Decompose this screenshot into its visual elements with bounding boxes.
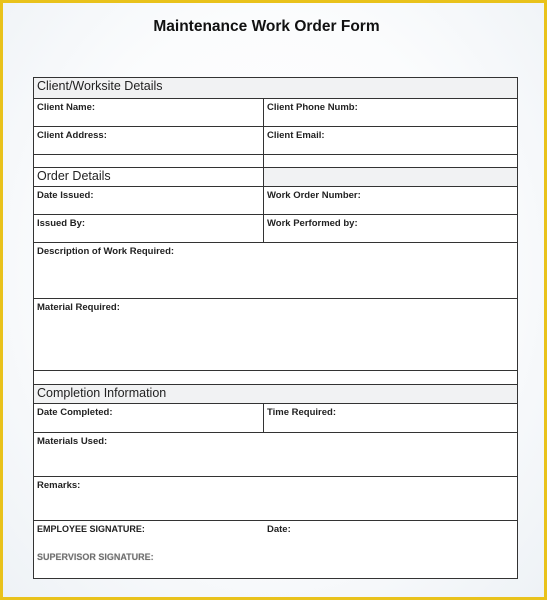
date-issued-label: Date Issued: xyxy=(37,190,94,201)
spacer-left-cell xyxy=(34,155,264,167)
row-signatures xyxy=(34,521,517,578)
time-required-label: Time Required: xyxy=(267,407,336,418)
client-phone-field[interactable] xyxy=(264,99,517,126)
row-date-completed xyxy=(34,404,517,433)
materials-used-label: Materials Used: xyxy=(37,436,108,447)
remarks-label: Remarks: xyxy=(37,480,81,491)
row-client-address xyxy=(34,127,517,155)
row-description xyxy=(34,243,517,299)
client-name-label: Client Name: xyxy=(37,102,96,113)
work-order-form xyxy=(33,77,518,579)
work-performed-by-label: Work Performed by: xyxy=(267,218,358,229)
row-client-name xyxy=(34,99,517,127)
work-order-number-label: Work Order Number: xyxy=(267,190,361,201)
client-email-label: Client Email: xyxy=(267,130,325,141)
supervisor-signature-label: SUPERVISOR SIGNATURE: xyxy=(37,552,154,562)
time-required-field[interactable] xyxy=(264,404,517,432)
material-required-label: Material Required: xyxy=(37,302,120,313)
client-name-field[interactable] xyxy=(34,99,264,126)
issued-by-label: Issued By: xyxy=(37,218,86,229)
description-label: Description of Work Required: xyxy=(37,246,175,257)
spacer-right-cell xyxy=(264,155,517,167)
row-material-required xyxy=(34,299,517,371)
client-phone-label: Client Phone Numb: xyxy=(267,102,358,113)
date-completed-field[interactable] xyxy=(34,404,264,432)
date-completed-label: Date Completed: xyxy=(37,407,113,418)
section-order-left-cell xyxy=(34,168,264,186)
employee-signature-area[interactable] xyxy=(34,521,264,578)
client-email-field[interactable] xyxy=(264,127,517,154)
description-field[interactable] xyxy=(34,243,517,298)
row-remarks xyxy=(34,477,517,521)
row-issued-by xyxy=(34,215,517,243)
section-completion-header xyxy=(34,385,517,404)
row-date-issued xyxy=(34,187,517,215)
spacer-row-2 xyxy=(34,371,517,385)
section-client-header xyxy=(34,78,517,99)
date-issued-field[interactable] xyxy=(34,187,264,214)
client-address-field[interactable] xyxy=(34,127,264,154)
issued-by-field[interactable] xyxy=(34,215,264,242)
section-completion-title: Completion Information xyxy=(37,386,167,400)
work-order-number-field[interactable] xyxy=(264,187,517,214)
work-performed-by-field[interactable] xyxy=(264,215,517,242)
spacer-row xyxy=(34,155,517,168)
page-title: Maintenance Work Order Form xyxy=(153,18,380,35)
employee-signature-label: EMPLOYEE SIGNATURE: xyxy=(37,524,145,534)
client-address-label: Client Address: xyxy=(37,130,107,141)
signature-date-label: Date: xyxy=(267,524,291,535)
section-order-header xyxy=(34,168,517,187)
remarks-field[interactable] xyxy=(34,477,517,520)
section-client-title: Client/Worksite Details xyxy=(37,79,163,93)
signature-date-area[interactable] xyxy=(264,521,517,578)
material-required-field[interactable] xyxy=(34,299,517,370)
materials-used-field[interactable] xyxy=(34,433,517,476)
row-materials-used xyxy=(34,433,517,477)
section-order-title: Order Details xyxy=(37,169,111,183)
form-page xyxy=(3,3,544,597)
